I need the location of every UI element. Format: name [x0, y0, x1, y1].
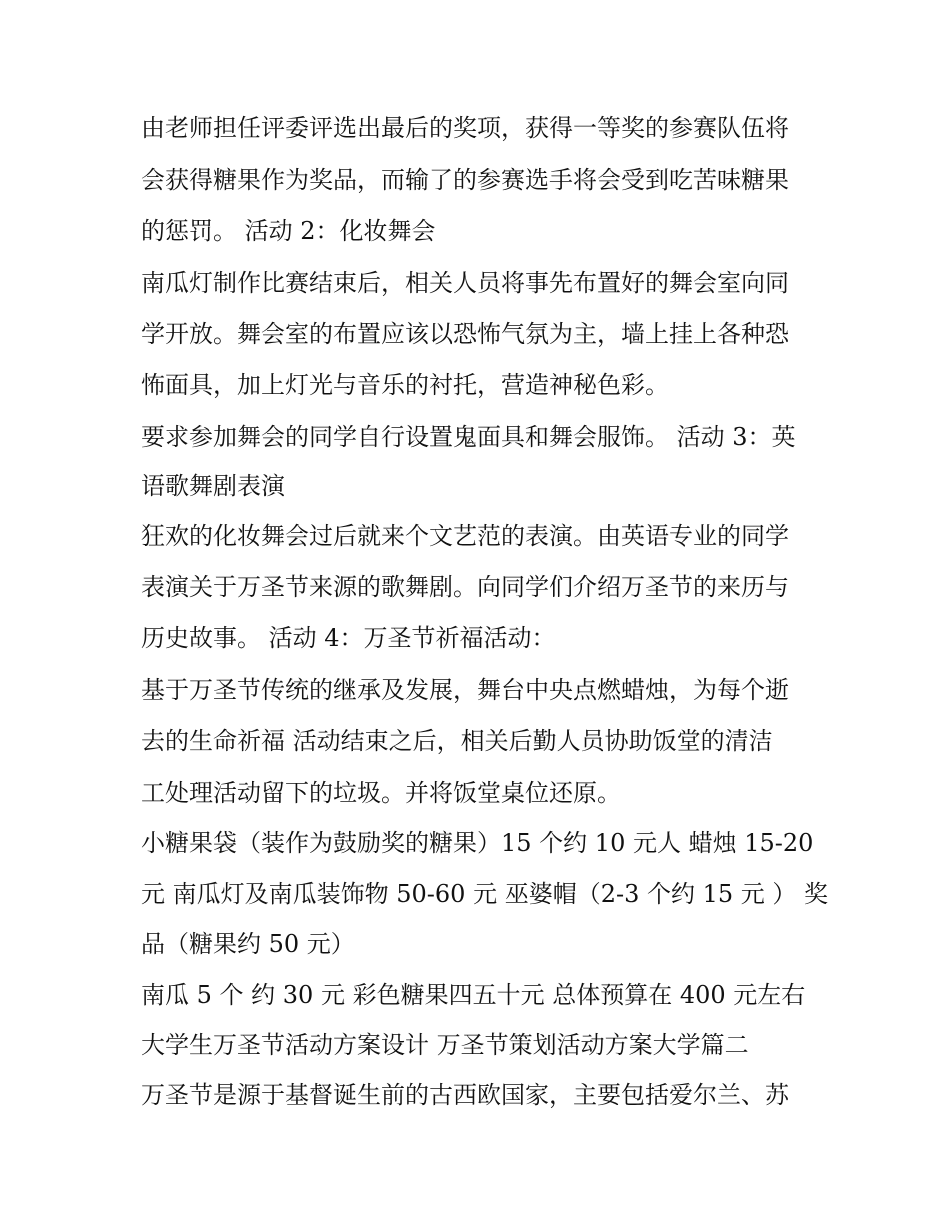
text-line: 小糖果袋（装作为鼓励奖的糖果）15 个约 10 元人 蜡烛 15-20 — [141, 829, 814, 857]
text-line: 的惩罚。 活动 2：化妆舞会 — [141, 217, 436, 245]
text-line: 由老师担任评委评选出最后的奖项，获得一等奖的参赛队伍将 — [141, 114, 789, 142]
text-line: 南瓜 5 个 约 30 元 彩色糖果四五十元 总体预算在 400 元左右 — [141, 981, 806, 1009]
text-line: 学开放。舞会室的布置应该以恐怖气氛为主，墙上挂上各种恐 — [141, 320, 789, 348]
text-line: 去的生命祈福 活动结束之后，相关后勤人员协助饭堂的清洁 — [141, 727, 773, 755]
text-line: 会获得糖果作为奖品，而输了的参赛选手将会受到吃苦味糖果 — [141, 166, 789, 194]
text-line: 表演关于万圣节来源的歌舞剧。向同学们介绍万圣节的来历与 — [141, 573, 789, 601]
text-line: 狂欢的化妆舞会过后就来个文艺范的表演。由英语专业的同学 — [141, 522, 789, 550]
text-line: 工处理活动留下的垃圾。并将饭堂桌位还原。 — [141, 779, 621, 807]
text-line: 语歌舞剧表演 — [141, 472, 285, 500]
text-line: 品（糖果约 50 元） — [141, 930, 355, 958]
text-line: 怖面具，加上灯光与音乐的衬托，营造神秘色彩。 — [141, 371, 669, 399]
text-line: 历史故事。 活动 4：万圣节祈福活动： — [141, 624, 556, 652]
text-line: 大学生万圣节活动方案设计 万圣节策划活动方案大学篇二 — [141, 1031, 749, 1059]
text-line: 元 南瓜灯及南瓜装饰物 50-60 元 巫婆帽（2-3 个约 15 元 ） 奖 — [141, 880, 829, 908]
text-line: 万圣节是源于基督诞生前的古西欧国家，主要包括爱尔兰、苏 — [141, 1081, 789, 1109]
text-line: 要求参加舞会的同学自行设置鬼面具和舞会服饰。 活动 3：英 — [141, 423, 796, 451]
text-line: 基于万圣节传统的继承及发展，舞台中央点燃蜡烛，为每个逝 — [141, 676, 789, 704]
text-line: 南瓜灯制作比赛结束后，相关人员将事先布置好的舞会室向同 — [141, 269, 789, 297]
